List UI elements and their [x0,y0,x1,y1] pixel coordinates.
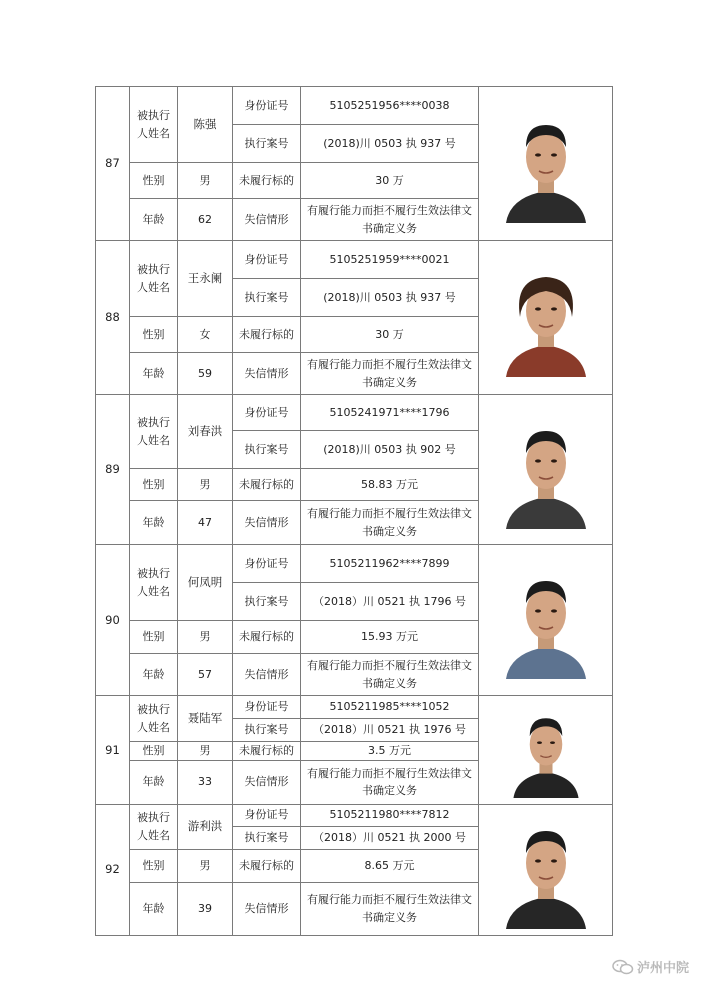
amount-label: 未履行标的 [233,621,301,654]
table-row [96,804,613,826]
situation-label: 失信情形 [233,882,301,935]
portrait-photo [500,411,592,529]
gender-label: 性别 [130,469,178,501]
photo-cell [479,395,613,545]
age-value: 59 [178,353,233,395]
amount-value: 15.93 万元 [301,621,479,654]
case-label: 执行案号 [233,719,301,742]
id-label: 身份证号 [233,395,301,431]
age-value: 47 [178,501,233,545]
name-label: 被执行人姓名 [130,804,178,849]
dishonest-debtor-table [95,86,613,936]
id-number: 5105241971****1796 [301,395,479,431]
record-number: 92 [96,804,130,935]
record-number: 87 [96,87,130,241]
situation-value: 有履行能力而拒不履行生效法律文书确定义务 [301,353,479,395]
gender-value: 男 [178,849,233,882]
portrait-photo [500,259,592,377]
amount-value: 30 万 [301,163,479,199]
situation-value: 有履行能力而拒不履行生效法律文书确定义务 [301,199,479,241]
table-row [96,545,613,583]
name-label: 被执行人姓名 [130,696,178,742]
amount-value: 3.5 万元 [301,742,479,761]
case-number: （2018）川 0521 执 2000 号 [301,826,479,849]
portrait-photo [500,105,592,223]
photo-cell [479,87,613,241]
table-row [96,696,613,719]
gender-value: 男 [178,469,233,501]
case-label: 执行案号 [233,583,301,621]
age-label: 年龄 [130,654,178,696]
name-label: 被执行人姓名 [130,241,178,317]
amount-label: 未履行标的 [233,317,301,353]
portrait-photo [500,702,592,798]
record-number: 88 [96,241,130,395]
case-label: 执行案号 [233,826,301,849]
gender-value: 女 [178,317,233,353]
situation-label: 失信情形 [233,760,301,804]
person-name: 游利洪 [178,804,233,849]
id-label: 身份证号 [233,804,301,826]
wechat-icon [612,959,634,975]
situation-value: 有履行能力而拒不履行生效法律文书确定义务 [301,760,479,804]
name-label: 被执行人姓名 [130,395,178,469]
portrait-photo [500,811,592,929]
gender-label: 性别 [130,163,178,199]
age-label: 年龄 [130,353,178,395]
age-value: 33 [178,760,233,804]
table-row [96,241,613,279]
person-name: 王永阑 [178,241,233,317]
id-number: 5105211962****7899 [301,545,479,583]
amount-value: 58.83 万元 [301,469,479,501]
case-number: （2018）川 0521 执 1796 号 [301,583,479,621]
situation-value: 有履行能力而拒不履行生效法律文书确定义务 [301,654,479,696]
name-label: 被执行人姓名 [130,545,178,621]
age-value: 57 [178,654,233,696]
person-name: 陈强 [178,87,233,163]
case-number: （2018）川 0521 执 1976 号 [301,719,479,742]
id-number: 5105211985****1052 [301,696,479,719]
amount-label: 未履行标的 [233,163,301,199]
id-number: 5105251956****0038 [301,87,479,125]
gender-value: 男 [178,163,233,199]
id-label: 身份证号 [233,545,301,583]
table-row [96,395,613,431]
person-name: 何凤明 [178,545,233,621]
case-number: (2018)川 0503 执 902 号 [301,431,479,469]
age-value: 39 [178,882,233,935]
record-number: 90 [96,545,130,696]
watermark-text: 泸州中院 [636,961,689,976]
amount-label: 未履行标的 [233,742,301,761]
photo-cell [479,804,613,935]
gender-label: 性别 [130,621,178,654]
amount-value: 8.65 万元 [301,849,479,882]
amount-label: 未履行标的 [233,469,301,501]
gender-label: 性别 [130,849,178,882]
watermark [612,957,689,976]
situation-value: 有履行能力而拒不履行生效法律文书确定义务 [301,882,479,935]
situation-value: 有履行能力而拒不履行生效法律文书确定义务 [301,501,479,545]
age-value: 62 [178,199,233,241]
case-label: 执行案号 [233,431,301,469]
age-label: 年龄 [130,199,178,241]
situation-label: 失信情形 [233,199,301,241]
id-number: 5105211980****7812 [301,804,479,826]
gender-value: 男 [178,621,233,654]
id-label: 身份证号 [233,87,301,125]
name-label: 被执行人姓名 [130,87,178,163]
situation-label: 失信情形 [233,501,301,545]
age-label: 年龄 [130,760,178,804]
amount-label: 未履行标的 [233,849,301,882]
gender-value: 男 [178,742,233,761]
case-label: 执行案号 [233,125,301,163]
record-number: 89 [96,395,130,545]
photo-cell [479,696,613,805]
id-number: 5105251959****0021 [301,241,479,279]
age-label: 年龄 [130,501,178,545]
age-label: 年龄 [130,882,178,935]
portrait-photo [500,561,592,679]
situation-label: 失信情形 [233,353,301,395]
photo-cell [479,545,613,696]
record-number: 91 [96,696,130,805]
table-row [96,87,613,125]
case-label: 执行案号 [233,279,301,317]
case-number: (2018)川 0503 执 937 号 [301,279,479,317]
person-name: 刘春洪 [178,395,233,469]
case-number: (2018)川 0503 执 937 号 [301,125,479,163]
gender-label: 性别 [130,317,178,353]
gender-label: 性别 [130,742,178,761]
id-label: 身份证号 [233,241,301,279]
situation-label: 失信情形 [233,654,301,696]
amount-value: 30 万 [301,317,479,353]
person-name: 聂陆军 [178,696,233,742]
id-label: 身份证号 [233,696,301,719]
photo-cell [479,241,613,395]
